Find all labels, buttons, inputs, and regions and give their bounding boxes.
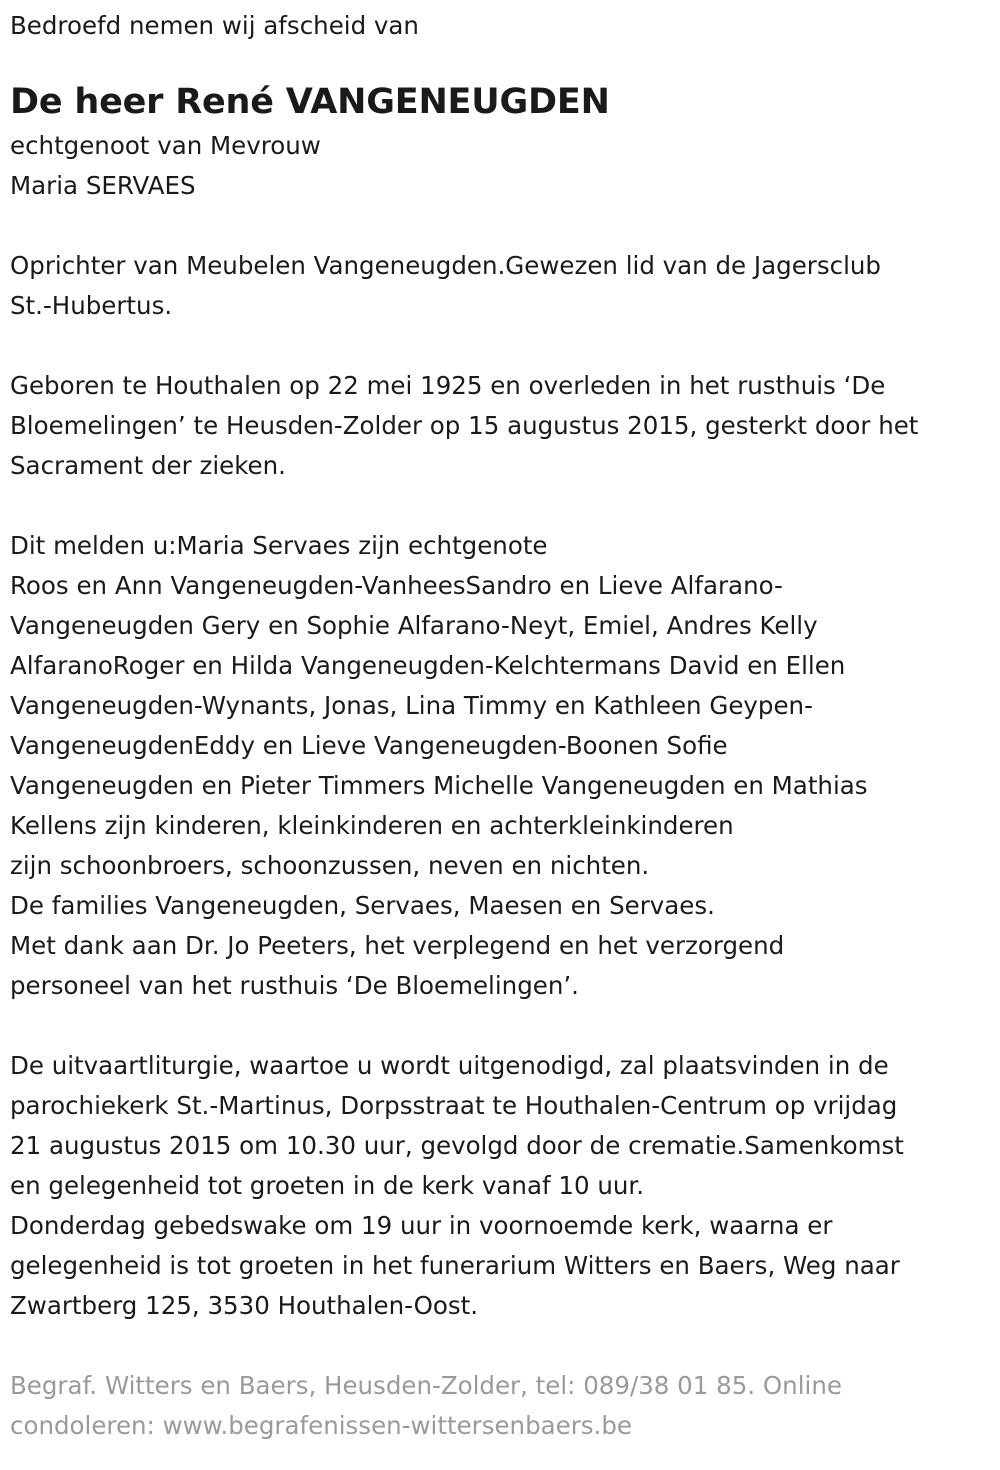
funeral-line: De uitvaartliturgie, waartoe u wordt uitgenodigd, zal plaatsvinden in de <box>10 1051 889 1080</box>
family-line: Dit melden u:Maria Servaes zijn echtgenote <box>10 531 548 560</box>
footer-line: Begraf. Witters en Baers, Heusden-Zolder, tel: 089/38 01 85. Online <box>10 1371 842 1400</box>
bio-line: Oprichter van Meubelen Vangeneugden.Gewezen lid van de Jagersclub <box>10 251 881 280</box>
spouse-line: Maria SERVAES <box>10 171 196 200</box>
deceased-name: De heer René VANGENEUGDEN <box>10 82 610 122</box>
funeral-paragraph <box>10 1046 990 1326</box>
footer-line: condoleren: www.begrafenissen-wittersenbaers.be <box>10 1411 632 1440</box>
family-line: Roos en Ann Vangeneugden-VanheesSandro en Lieve Alfarano- <box>10 571 783 600</box>
family-line: Vangeneugden Gery en Sophie Alfarano-Neyt, Emiel, Andres Kelly <box>10 611 818 640</box>
funeral-line: Donderdag gebedswake om 19 uur in voornoemde kerk, waarna er <box>10 1211 833 1240</box>
bio-paragraph <box>10 246 990 326</box>
family-line: zijn schoonbroers, schoonzussen, neven en nichten. <box>10 851 650 880</box>
family-line: Kellens zijn kinderen, kleinkinderen en achterkleinkinderen <box>10 811 734 840</box>
spouse-block <box>10 126 990 206</box>
funeral-line: gelegenheid is tot groeten in het funerarium Witters en Baers, Weg naar <box>10 1251 900 1280</box>
family-line: De families Vangeneugden, Servaes, Maesen en Servaes. <box>10 891 715 920</box>
intro-text: Bedroefd nemen wij afscheid van <box>10 11 419 40</box>
family-line: Met dank aan Dr. Jo Peeters, het verplegend en het verzorgend <box>10 931 785 960</box>
family-line: Vangeneugden-Wynants, Jonas, Lina Timmy en Kathleen Geypen- <box>10 691 813 720</box>
family-paragraph <box>10 526 990 1006</box>
family-line: AlfaranoRoger en Hilda Vangeneugden-Kelchtermans David en Ellen <box>10 651 846 680</box>
birth-line: Sacrament der zieken. <box>10 451 286 480</box>
bio-line: St.-Hubertus. <box>10 291 173 320</box>
funeral-line: en gelegenheid tot groeten in de kerk vanaf 10 uur. <box>10 1171 644 1200</box>
family-line: personeel van het rusthuis ‘De Bloemelingen’. <box>10 971 579 1000</box>
birth-death-paragraph <box>10 366 990 486</box>
family-line: VangeneugdenEddy en Lieve Vangeneugden-Boonen Sofie <box>10 731 728 760</box>
funeral-line: parochiekerk St.-Martinus, Dorpsstraat te Houthalen-Centrum op vrijdag <box>10 1091 898 1120</box>
birth-line: Bloemelingen’ te Heusden-Zolder op 15 augustus 2015, gesterkt door het <box>10 411 919 440</box>
funeral-line: 21 augustus 2015 om 10.30 uur, gevolgd door de crematie.Samenkomst <box>10 1131 904 1160</box>
funeral-home-footer <box>10 1366 990 1446</box>
family-line: Vangeneugden en Pieter Timmers Michelle Vangeneugden en Mathias <box>10 771 868 800</box>
birth-line: Geboren te Houthalen op 22 mei 1925 en overleden in het rusthuis ‘De <box>10 371 886 400</box>
spouse-line: echtgenoot van Mevrouw <box>10 131 321 160</box>
funeral-line: Zwartberg 125, 3530 Houthalen-Oost. <box>10 1291 479 1320</box>
